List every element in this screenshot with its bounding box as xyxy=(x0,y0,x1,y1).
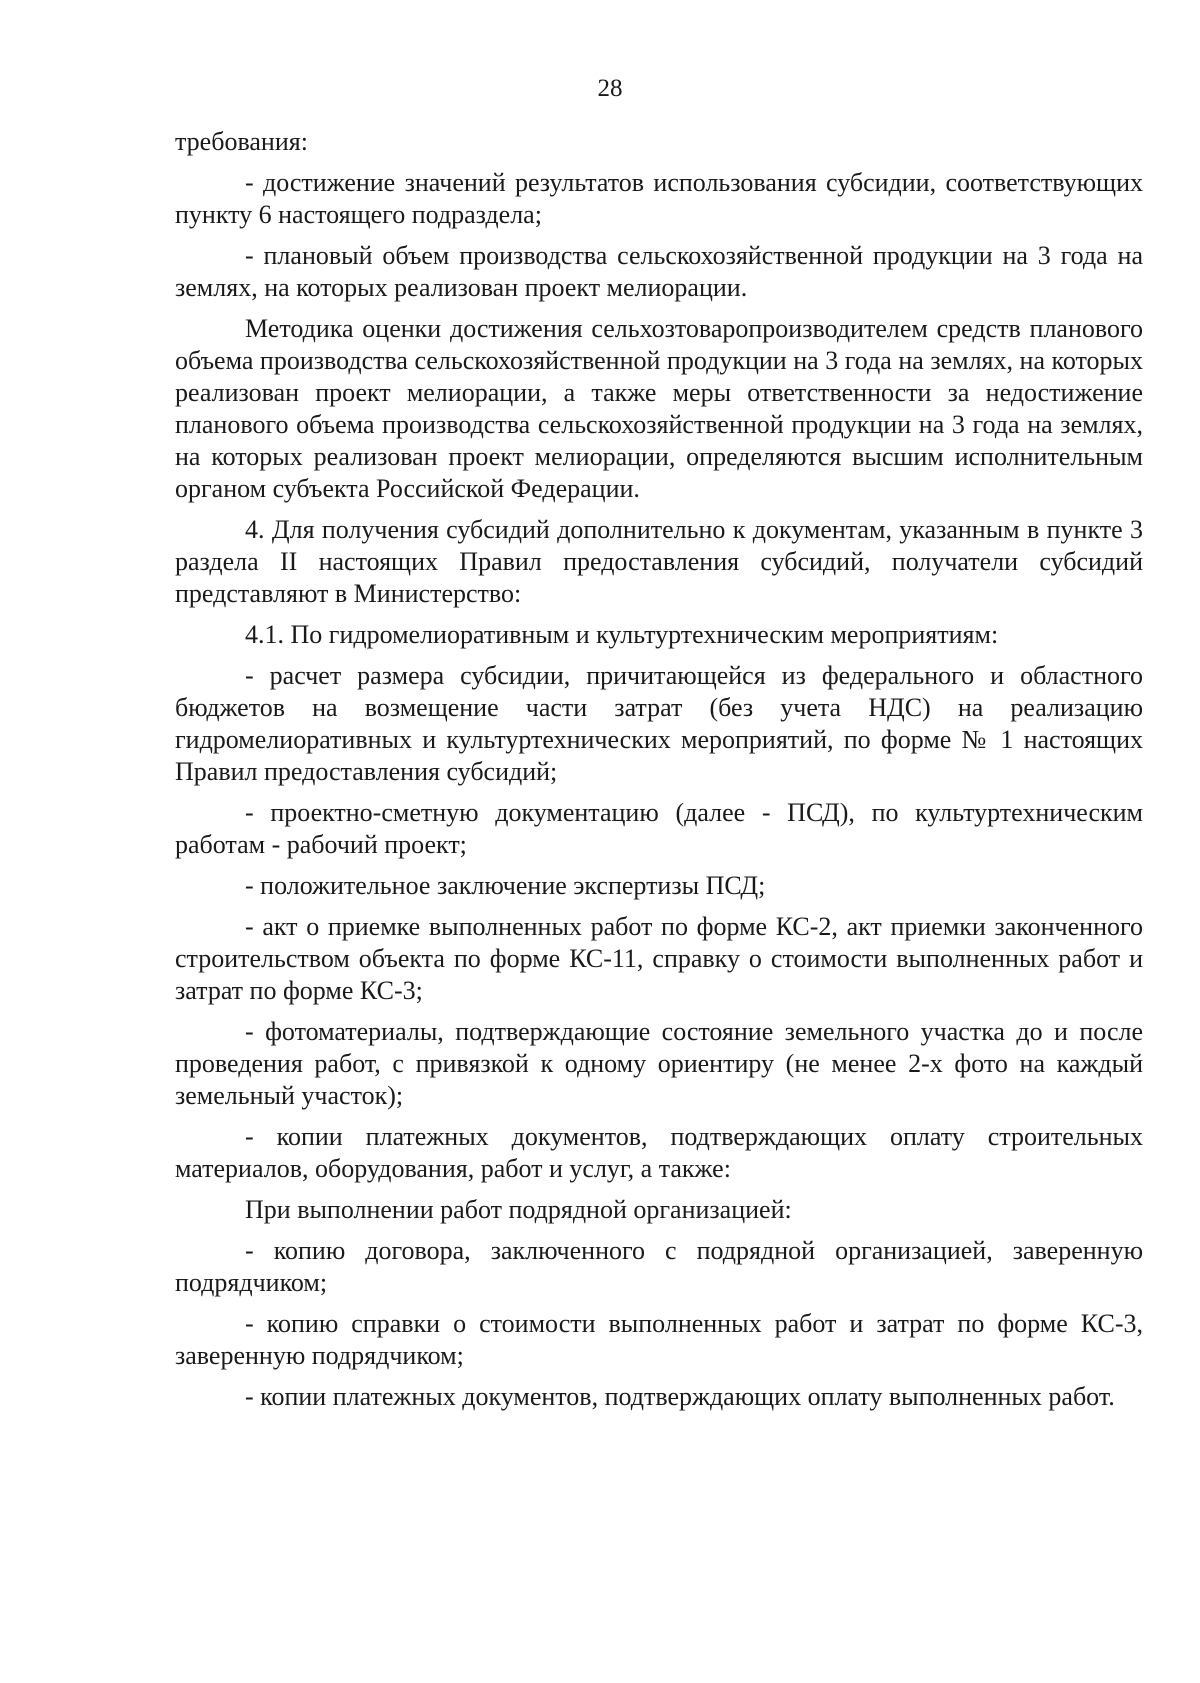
paragraph-item: - проектно-сметную документацию (далее - ПСД), по культуртехническим работам - рабочий проект; xyxy=(175,798,1143,859)
paragraph-item: - положительное заключение экспертизы ПСД; xyxy=(245,871,766,900)
paragraph-methodology: Методика оценки достижения сельхозтоваропроизводителем средств планового объема производства сельскохозяйственной продукции на 3 года на землях, на которых реализован проект мелиорации, а также меры ответственности за недостижение планового объема производства сельскохозяйственной продукции на 3 года на землях, на которых реализован проект мелиорации, определяются высшим исполнительным органом субъекта Российской Федерации. xyxy=(175,314,1143,503)
paragraph-item: - копию справки о стоимости выполненных работ и затрат по форме КС-3, заверенную подрядчиком; xyxy=(175,1309,1143,1370)
paragraph-section-4-1: 4.1. По гидромелиоративным и культуртехническим мероприятиям: xyxy=(245,620,999,649)
paragraph-continuation: требования: xyxy=(175,127,308,156)
paragraph-item: - фотоматериалы, подтверждающие состояние земельного участка до и после проведения работ, с привязкой к одному ориентиру (не менее 2-х фото на каждый земельный участок); xyxy=(175,1017,1143,1110)
paragraph-item: - плановый объем производства сельскохозяйственной продукции на 3 года на землях, на которых реализован проект мелиорации. xyxy=(175,241,1143,302)
paragraph-item: - копии платежных документов, подтверждающих оплату выполненных работ. xyxy=(245,1382,1115,1411)
document-body xyxy=(175,126,1143,1422)
paragraph-item: - расчет размера субсидии, причитающейся из федерального и областного бюджетов на возмещение части затрат (без учета НДС) на реализацию гидромелиоративных и культуртехнических мероприятий, по форме № 1 настоящих Правил предоставления субсидий; xyxy=(175,661,1143,786)
paragraph-item: - копию договора, заключенного с подрядной организацией, заверенную подрядчиком; xyxy=(175,1236,1143,1297)
paragraph-item: - акт о приемке выполненных работ по форме КС-2, акт приемки законченного строительством объекта по форме КС-11, справку о стоимости выполненных работ и затрат по форме КС-3; xyxy=(175,912,1143,1005)
paragraph-section-4: 4. Для получения субсидий дополнительно к документам, указанным в пункте 3 раздела II настоящих Правил предоставления субсидий, получатели субсидий представляют в Министерство: xyxy=(175,515,1143,608)
paragraph-contractor-heading: При выполнении работ подрядной организацией: xyxy=(245,1195,792,1224)
page-number: 28 xyxy=(597,75,623,102)
paragraph-item: - достижение значений результатов использования субсидии, соответствующих пункту 6 настоящего подраздела; xyxy=(175,168,1143,229)
paragraph-item: - копии платежных документов, подтверждающих оплату строительных материалов, оборудования, работ и услуг, а также: xyxy=(175,1122,1143,1183)
